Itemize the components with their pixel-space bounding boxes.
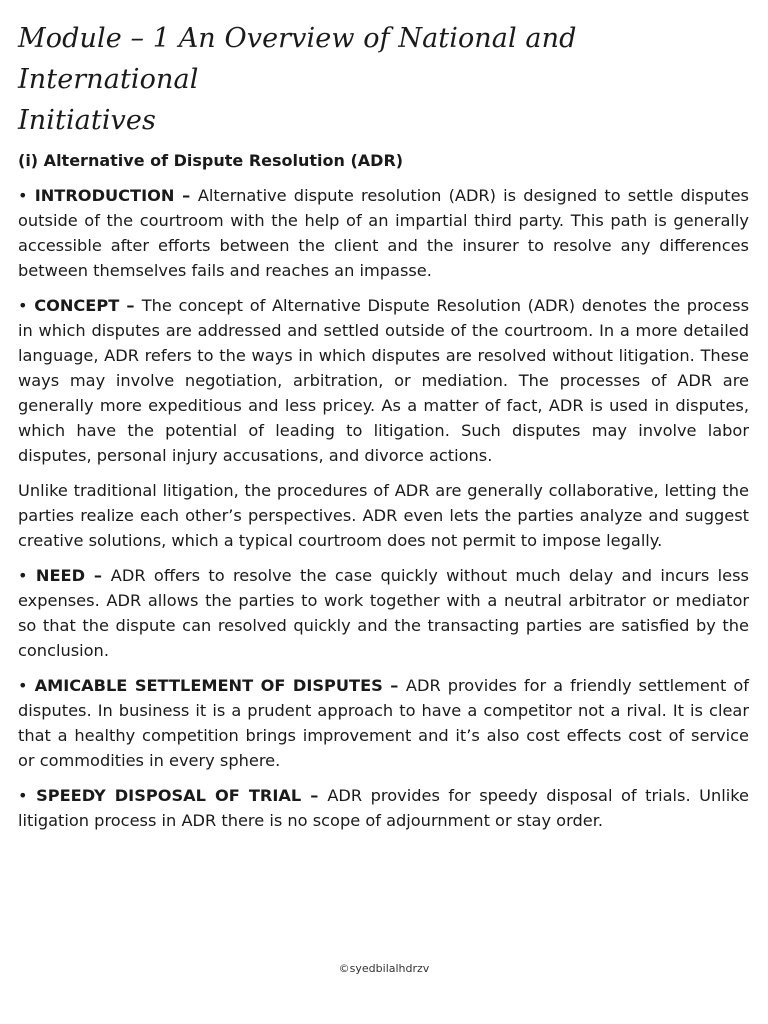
section-subheading: (i) Alternative of Dispute Resolution (ADR) [18, 151, 404, 170]
paragraph-concept [18, 293, 749, 468]
bullet-marker: • [18, 296, 35, 315]
bullet-marker: • [18, 566, 36, 585]
title-line-2: Initiatives [18, 105, 156, 136]
title-line-1: Module – 1 An Overview of National and International [18, 23, 577, 95]
document-page [18, 18, 749, 843]
text-concept: The concept of Alternative Dispute Resolution (ADR) denotes the process in which disputes are addressed and settled outside of the courtroom. In a more detailed language, ADR refers to the ways in which disputes are resolved without litigation. These ways may involve negotiation, arbitration, or mediation. The processes of ADR are generally more expeditious and less pricey. As a matter of fact, ADR is used in disputes, which have the potential of leading to litigation. Such disputes may involve labor disputes, personal injury accusations, and divorce actions. [18, 296, 749, 465]
page-title [18, 18, 749, 141]
paragraph-need [18, 563, 749, 663]
lead-concept: CONCEPT – [34, 296, 142, 315]
paragraph-speedy-disposal [18, 783, 749, 833]
text-introduction: Alternative dispute resolution (ADR) is designed to settle disputes outside of the courtroom with the help of an impartial third party. This path is generally accessible after efforts between the client and the insurer to resolve any differences between themselves fails and reaches an impasse. [18, 186, 749, 280]
paragraph-introduction [18, 183, 749, 283]
bullet-marker: • [18, 676, 35, 695]
lead-speedy-disposal: SPEEDY DISPOSAL OF TRIAL – [36, 786, 328, 805]
copyright-footer: ©syedbilalhdrzv [338, 962, 430, 975]
text-amicable-settlement: ADR provides for a friendly settlement of disputes. In business it is a prudent approach to have a competitor not a rival. It is clear that a healthy competition brings improvement and it’s also cost effects cost of service or commodities in every sphere. [18, 676, 750, 770]
lead-amicable-settlement: AMICABLE SETTLEMENT OF DISPUTES – [34, 676, 406, 695]
bullet-marker: • [18, 786, 37, 805]
text-speedy-disposal: ADR provides for speedy disposal of trials. Unlike litigation process in ADR there is no scope of adjournment or stay order. [18, 786, 749, 830]
bullet-marker: • [18, 186, 35, 205]
paragraph-traditional-litigation [18, 478, 749, 553]
text-traditional-litigation: Unlike traditional litigation, the procedures of ADR are generally collaborative, letting the parties realize each other’s perspectives. ADR even lets the parties analyze and suggest creative solutions, which a typical courtroom does not permit to impose legally. [18, 481, 749, 550]
lead-need: NEED – [35, 566, 111, 585]
text-need: ADR offers to resolve the case quickly without much delay and incurs less expenses. ADR allows the parties to work together with a neutral arbitrator or mediator so that the dispute can resolved quickly and the transacting parties are satisfied by the conclusion. [18, 566, 749, 660]
lead-introduction: INTRODUCTION – [34, 186, 198, 205]
paragraph-amicable-settlement [18, 673, 749, 773]
